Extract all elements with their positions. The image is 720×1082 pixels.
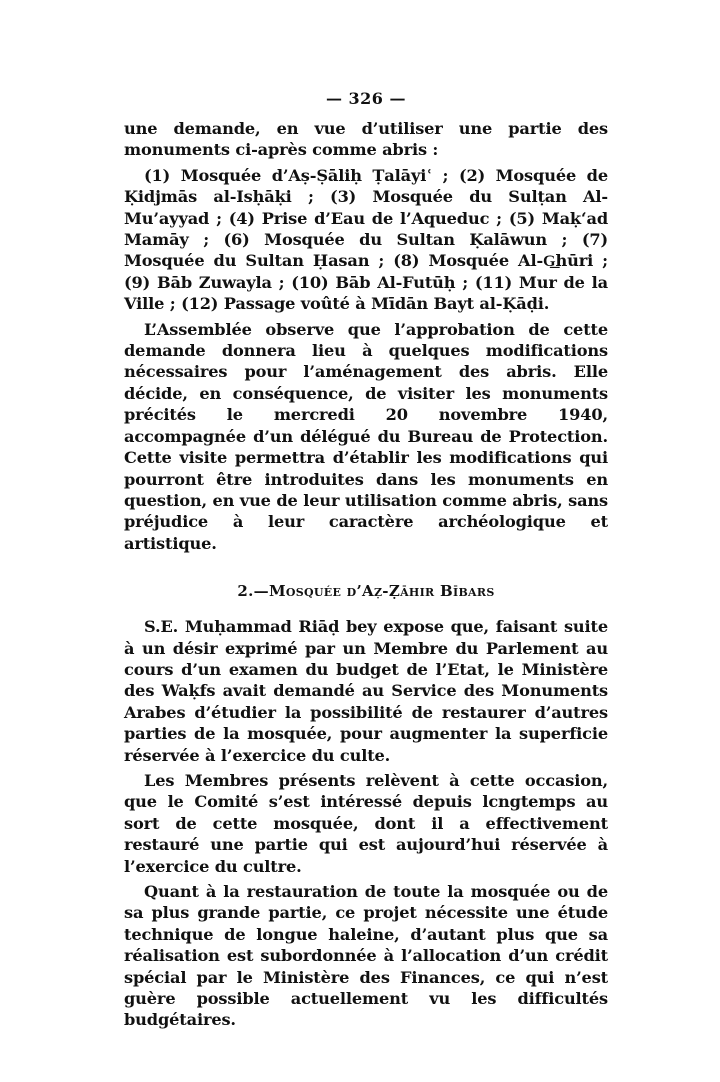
page-number: — 326 — (325, 89, 407, 108)
paragraph-restoration-project: Quant à la restauration de toute la mosquée ou de sa plus grande partie, ce projet nécessite une étude technique de longue haleine, d’autant plus que sa réalisation est subordonnée à l’allocation d’un crédit spécial par le Ministère des Finances, ce qui n’est guère possible actuellement vu les difficultés budgétaires. (124, 882, 608, 1030)
paragraph-riad-bey: S.E. Muḥammad Riāḍ bey expose que, faisant suite à un désir exprimé par un Membre du Parlement au cours d’un examen du budget de l’Etat, le Ministère des Waḳfs avait demandé au Service des Monuments Arabes d’étudier la possibilité de restaurer d’autres parties de la mosquée, pour augmenter la superficie réservée à l’exercice du culte. (124, 617, 608, 765)
section-heading: 2.—Mosquée d’Aẓ-Ẓāhir Bībars (237, 582, 495, 601)
document-page (124, 88, 608, 1031)
paragraph-continuation: une demande, en vue d’utiliser une partie des monuments ci-après comme abris : (124, 119, 608, 160)
paragraph-monument-list: (1) Mosquée d’Aṣ-Ṣāliḥ Ṭalāyiʿ ; (2) Mosquée de Ḳidjmās al-Isḥāḳi ; (3) Mosquée du Sulṭan Al-Mu’ayyad ; (4) Prise d’Eau de l’Aqueduc ; (5) Maḳ‘ad Mamāy ; (6) Mosquée du Sultan Ḳalāwun ; (7) Mosquée du Sultan Ḥasan ; (8) Mosquée Al-G͟hūri ; (9) Bāb Zuwayla ; (10) Bāb Al-Futūḥ ; (11) Mur de la Ville ; (12) Passage voûté à Mīdān Bayt al-Ḳāḍi. (124, 165, 608, 314)
paragraph-members-remark: Les Membres présents relèvent à cette occasion, que le Comité s’est intéressé depuis lcngtemps au sort de cette mosquée, dont il a effectivement restauré une partie qui est aujourd’hui réservée à l’exercice du cultre. (124, 770, 608, 876)
paragraph-assembly-decision: L’Assemblée observe que l’approbation de cette demande donnera lieu à quelques modifications nécessaires pour l’aménagement des abris. Elle décide, en conséquence, de visiter les monuments précités le mercredi 20 novembre 1940, accompagnée d’un délégué du Bureau de Protection. Cette visite permettra d’établir les modifications qui pourront être introduites dans les monuments en question, en vue de leur utilisation comme abris, sans préjudice à leur caractère archéologique et artistique. (124, 319, 608, 553)
